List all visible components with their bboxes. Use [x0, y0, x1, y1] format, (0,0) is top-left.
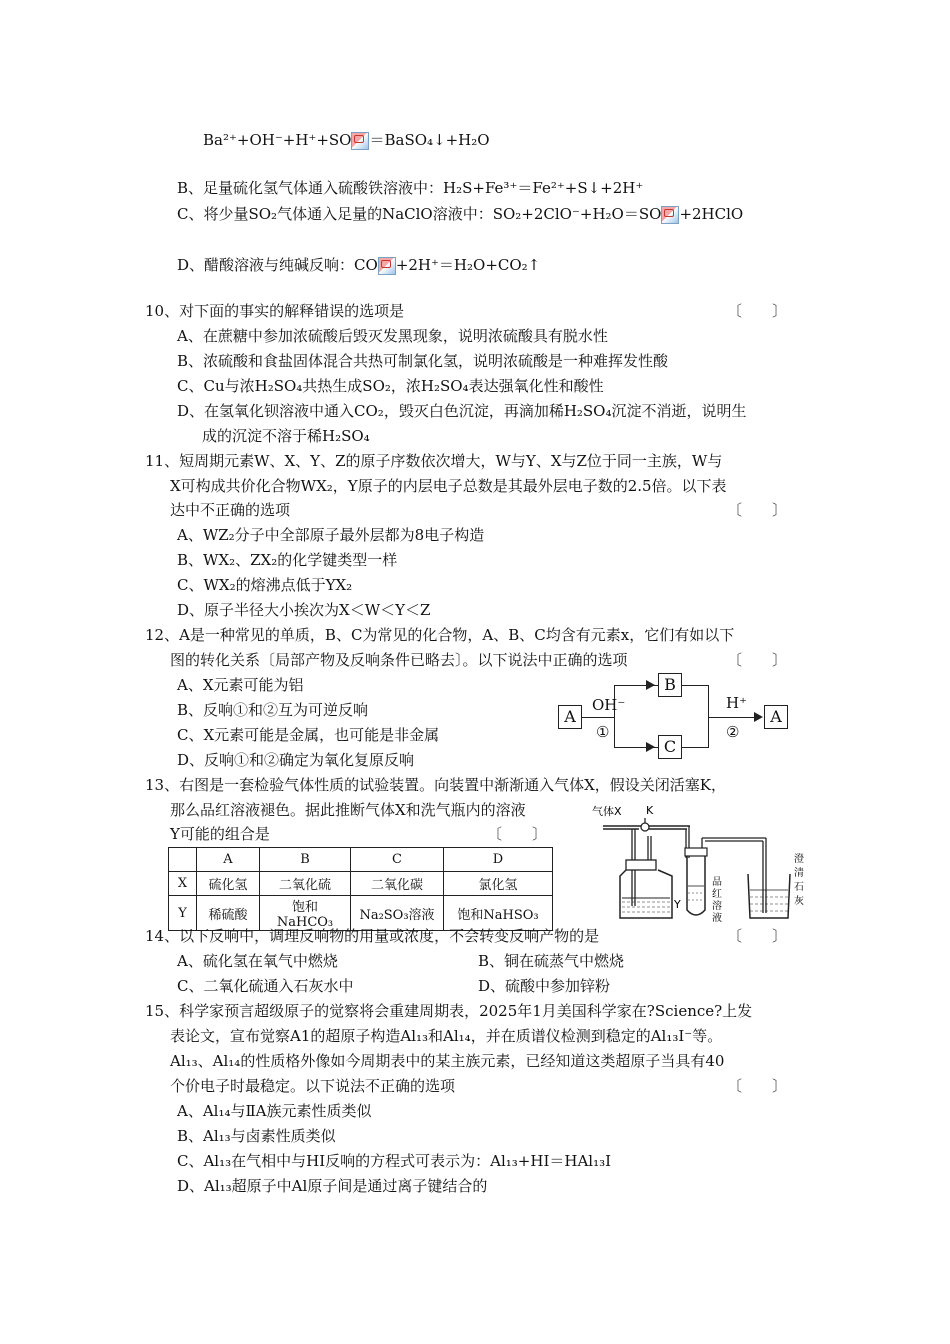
- q14-stem: 14、以下反响中，调理反响物的用量或浓度，不会转变反响产物的是: [145, 927, 600, 945]
- q15-option-c: C、Al₁₃在气相中与HI反响的方程式可表示为：Al₁₃+HI＝HAl₁₃I: [177, 1152, 612, 1170]
- table-header-cell: B: [260, 848, 351, 872]
- table-cell: 二氧化碳: [351, 872, 444, 896]
- q13-stem-3: Y可能的组合是: [170, 825, 270, 843]
- table-header-cell: D: [444, 848, 553, 872]
- table-header-row: [169, 848, 553, 872]
- q9-a-text-end: ＝BaSO₄↓+H₂O: [369, 131, 490, 149]
- q12-stem-2: 图的转化关系〔局部产物及反响条件已略去〕。以下说法中正确的选项: [170, 651, 628, 669]
- image-placeholder-icon: [378, 257, 396, 275]
- q10-option-d-cont: 成的沉淀不溶于稀H₂SO₄: [202, 427, 370, 445]
- q15-option-d: D、Al₁₃超原子中Al原子间是通过离子键结合的: [177, 1177, 488, 1195]
- q12-stem-1: 12、A是一种常见的单质，B、C为常见的化合物，A、B、C均含有元素x，它们有如以下: [145, 626, 735, 644]
- box-a-right: A: [764, 705, 788, 729]
- q12-option-d: D、反响①和②确定为氧化复原反响: [177, 751, 415, 769]
- pinhong-label: 溶: [712, 901, 722, 912]
- q12-option-a: A、X元素可能为铝: [177, 676, 304, 694]
- q15-option-b: B、Al₁₃与卤素性质类似: [177, 1127, 336, 1145]
- q12-answer-paren[interactable]: 〔 〕: [727, 651, 788, 669]
- q9-c-text: C、将少量SO₂气体通入足量的NaClO溶液中：SO₂+2ClO⁻+H₂O＝SO: [177, 205, 662, 223]
- table-cell: 硫化氢: [197, 872, 260, 896]
- q14-answer-paren[interactable]: 〔 〕: [727, 927, 788, 945]
- line: [682, 747, 708, 748]
- oh-label: OH⁻: [592, 696, 626, 714]
- table-cell: 饱和NaHCO₃: [260, 896, 351, 931]
- q15-stem-1: 15、科学家预言超级原子的觉察将会重建周期表，2025年1月美国科学家在?Science?上发: [145, 1002, 753, 1020]
- q11-stem-1: 11、短周期元素W、X、Y、Z的原子序数依次增大，W与Y、X与Z位于同一主族，W与: [145, 452, 723, 470]
- table-header-cell: C: [351, 848, 444, 872]
- q15-stem-3: Al₁₃、Al₁₄的性质格外像如今周期表中的某主族元素，已经知道这类超原子当具有40: [170, 1052, 725, 1070]
- table-cell: 氯化氢: [444, 872, 553, 896]
- pinhong-label: 红: [712, 889, 722, 900]
- q13-apparatus-diagram: [588, 798, 813, 923]
- q15-answer-paren[interactable]: 〔 〕: [727, 1077, 788, 1095]
- q13-answer-paren[interactable]: 〔 〕: [487, 825, 548, 843]
- q9-d-text: D、醋酸溶液与纯碱反响：CO: [177, 256, 378, 274]
- pinhong-label: 液: [712, 913, 722, 923]
- lime-water-label: 澄: [794, 854, 804, 865]
- reaction-1-label: ①: [596, 723, 610, 741]
- q9-a-text: Ba²⁺+OH⁻+H⁺+SO: [203, 131, 352, 149]
- line: [682, 685, 708, 686]
- box-a-left: A: [558, 705, 582, 729]
- q10-answer-paren[interactable]: 〔 〕: [727, 302, 788, 320]
- table-cell: Y: [169, 896, 197, 931]
- q14-option-b: B、铜在硫蒸气中燃烧: [478, 952, 625, 970]
- q14-option-c: C、二氧化硫通入石灰水中: [177, 977, 354, 995]
- q14-option-d: D、硫酸中参加锌粉: [478, 977, 611, 995]
- lime-water-label: 灰: [794, 896, 804, 907]
- q9-option-a-line: [203, 130, 490, 150]
- q10-option-d: D、在氢氧化钡溶液中通入CO₂，毁灭白色沉淀，再滴加稀H₂SO₄沉淀不消逝，说明生: [177, 402, 747, 420]
- lime-water-label: 石: [794, 882, 804, 893]
- q11-option-b: B、WX₂、ZX₂的化学键类型一样: [177, 551, 398, 569]
- q13-stem-2: 那么品红溶液褪色。据此推断气体X和洗气瓶内的溶液: [170, 801, 526, 819]
- q10-option-c: C、Cu与浓H₂SO₄共热生成SO₂，浓H₂SO₄表达强氧化性和酸性: [177, 377, 604, 395]
- q12-option-c: C、X元素可能是金属，也可能是非金属: [177, 726, 440, 744]
- image-placeholder-icon: [351, 132, 369, 150]
- table-cell: 二氧化硫: [260, 872, 351, 896]
- valve-k-label: K: [646, 804, 654, 817]
- image-placeholder-icon: [661, 206, 679, 224]
- table-header-cell: [169, 848, 197, 872]
- q9-c-text-end: +2HClO: [679, 205, 744, 223]
- lime-water-label: 清: [794, 868, 804, 879]
- arrow-head-icon: [646, 680, 655, 690]
- valve-k-icon: [641, 823, 649, 831]
- table-cell: 饱和NaHSO₃: [444, 896, 553, 931]
- q9-d-text-end: +2H⁺＝H₂O+CO₂↑: [395, 256, 541, 274]
- pinhong-label: 品: [712, 877, 722, 888]
- q15-stem-4: 个价电子时最稳定。以下说法不正确的选项: [170, 1077, 456, 1095]
- arrow-line: [708, 717, 758, 718]
- q15-option-a: A、Al₁₄与ⅡA族元素性质类似: [177, 1102, 372, 1120]
- solution-y-label: Y: [674, 898, 681, 911]
- table-cell: X: [169, 872, 197, 896]
- q10-option-a: A、在蔗糖中参加浓硫酸后毁灭发黑现象，说明浓硫酸具有脱水性: [177, 327, 608, 345]
- reaction-2-label: ②: [726, 723, 740, 741]
- q10-option-b: B、浓硫酸和食盐固体混合共热可制氯化氢，说明浓硫酸是一种难挥发性酸: [177, 352, 669, 370]
- table-row: [169, 872, 553, 896]
- q15-stem-2: 表论文，宣布觉察A1的超原子构造Al₁₃和Al₁₄，并在质谱仪检测到稳定的Al₁₃I⁻等。: [170, 1027, 723, 1045]
- box-c: C: [658, 735, 682, 759]
- q11-option-c: C、WX₂的熔沸点低于YX₂: [177, 576, 353, 594]
- q9-option-b: B、足量硫化氢气体通入硫酸铁溶液中：H₂S+Fe³⁺＝Fe²⁺+S↓+2H⁺: [177, 179, 644, 197]
- q11-answer-paren[interactable]: 〔 〕: [727, 501, 788, 519]
- q13-stem-1: 13、右图是一套检验气体性质的试验装置。向装置中渐渐通入气体X，假设关闭活塞K，: [145, 776, 726, 794]
- q9-option-d: [177, 255, 540, 275]
- q12-option-b: B、反响①和②互为可逆反响: [177, 701, 369, 719]
- q11-option-d: D、原子半径大小挨次为X＜W＜Y＜Z: [177, 601, 431, 619]
- q9-option-c: [177, 204, 743, 224]
- arrow-head-icon: [754, 712, 763, 722]
- gas-x-label: 气体X: [592, 805, 622, 818]
- q11-stem-3: 达中不正确的选项: [170, 501, 291, 519]
- q10-stem: 10、对下面的事实的解释错误的选项是: [145, 302, 405, 320]
- q13-options-table: [168, 847, 553, 931]
- box-b: B: [658, 673, 682, 697]
- h-label: H⁺: [726, 694, 747, 712]
- arrow-head-icon: [646, 742, 655, 752]
- table-cell: 稀硫酸: [197, 896, 260, 931]
- q11-option-a: A、WZ₂分子中全部原子最外层都为8电子构造: [177, 526, 485, 544]
- table-header-cell: A: [197, 848, 260, 872]
- q11-stem-2: X可构成共价化合物WX₂，Y原子的内层电子总数是其最外层电子数的2.5倍。以下表: [170, 477, 727, 495]
- table-cell: Na₂SO₃溶液: [351, 896, 444, 931]
- line: [582, 717, 614, 718]
- q14-option-a: A、硫化氢在氧气中燃烧: [177, 952, 338, 970]
